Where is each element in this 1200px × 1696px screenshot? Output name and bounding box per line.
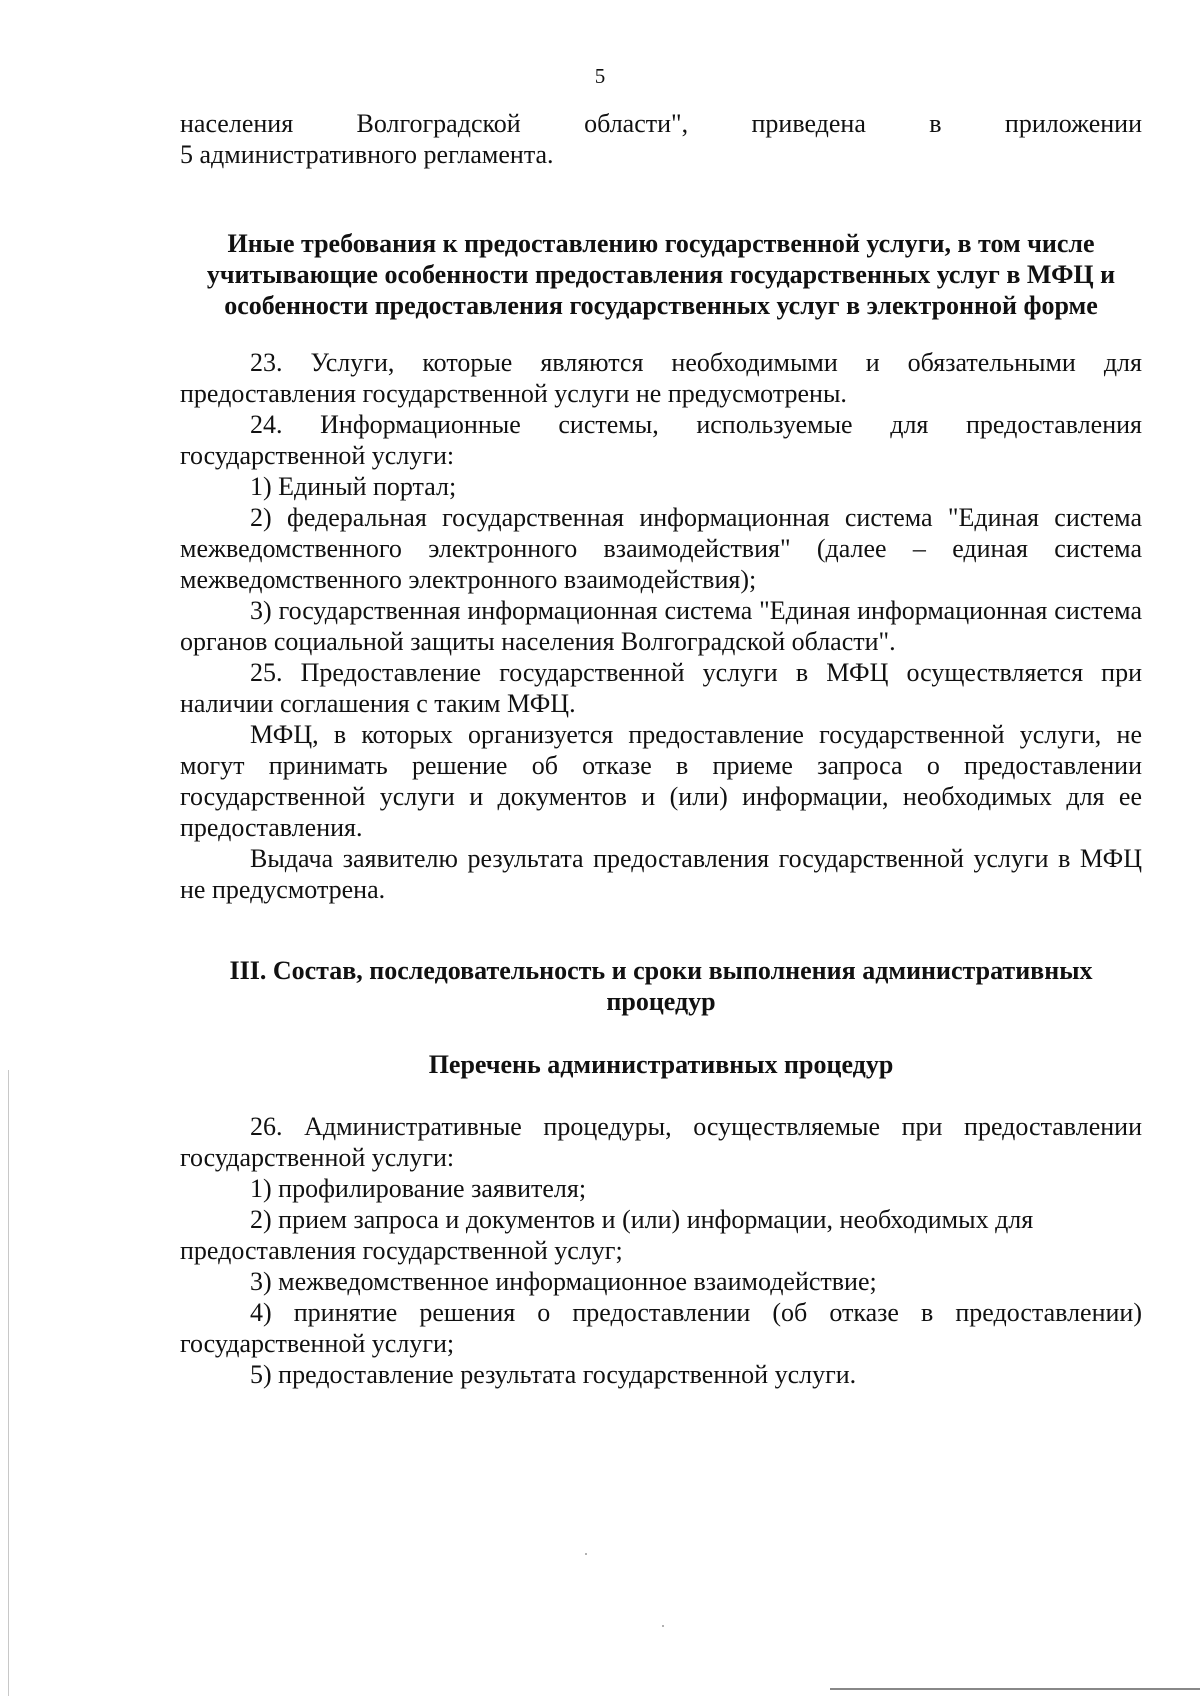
section-heading-iii: III. Состав, последовательность и сроки выполнения административных процедур — [229, 956, 1093, 1016]
section-heading-other-requirements: Иные требования к предоставлению государственной услуги, в том числе учитывающие особенности предоставления государственных услуг в МФЦ и особенности предоставления государственных услуг в электронной форме — [206, 229, 1116, 320]
scan-speck — [662, 1625, 664, 1627]
list-item-2: 2) федеральная государственная информационная система "Единая система межведомственного электронного взаимодействия" (далее – единая система межведомственного электронного взаимодействия); — [180, 503, 1142, 594]
scan-speck — [585, 1553, 587, 1555]
intro-word: в — [929, 109, 942, 138]
intro-line-2: 5 административного регламента. — [180, 140, 554, 169]
list-item-1: 1) Единый портал; — [250, 472, 457, 501]
subheading-procedures-list: Перечень административных процедур — [428, 1050, 894, 1079]
procedure-item-3: 3) межведомственное информационное взаимодействие; — [250, 1267, 877, 1296]
scan-edge-line — [8, 1070, 9, 1696]
list-item-3: 3) государственная информационная система "Единая информационная система органов социальной защиты населения Волгоградской области". — [180, 596, 1142, 656]
paragraph-issuance: Выдача заявителю результата предоставления государственной услуги в МФЦ не предусмотрена. — [180, 844, 1142, 904]
procedure-item-2: 2) прием запроса и документов и (или) информации, необходимых для предоставления государственной услуг; — [180, 1205, 1034, 1265]
intro-word: области", — [584, 109, 689, 138]
bottom-rule — [830, 1688, 1200, 1690]
paragraph-24: 24. Информационные системы, используемые для предоставления государственной услуги: — [180, 410, 1142, 470]
paragraph-26: 26. Административные процедуры, осуществляемые при предоставлении государственной услуги: — [180, 1112, 1142, 1172]
intro-paragraph — [180, 108, 1142, 170]
intro-word: приложении — [1004, 109, 1142, 138]
document-body — [180, 108, 1142, 1390]
procedure-item-4: 4) принятие решения о предоставлении (об отказе в предоставлении) государственной услуги; — [180, 1298, 1142, 1358]
intro-word: Волгоградской — [356, 109, 521, 138]
page-number: 5 — [594, 64, 606, 88]
procedure-item-5: 5) предоставление результата государственной услуги. — [250, 1360, 857, 1389]
intro-word: приведена — [751, 109, 866, 138]
intro-line-1 — [180, 108, 1142, 139]
paragraph-25: 25. Предоставление государственной услуги в МФЦ осуществляется при наличии соглашения с таким МФЦ. — [180, 658, 1142, 718]
paragraph-23: 23. Услуги, которые являются необходимыми и обязательными для предоставления государственной услуги не предусмотрены. — [180, 348, 1142, 408]
procedure-item-1: 1) профилирование заявителя; — [250, 1174, 587, 1203]
paragraph-mfc: МФЦ, в которых организуется предоставление государственной услуги, не могут принимать решение об отказе в приеме запроса о предоставлении государственной услуги и документов и (или) информации, необходимых для ее предоставления. — [180, 720, 1142, 842]
intro-word: населения — [180, 109, 294, 138]
